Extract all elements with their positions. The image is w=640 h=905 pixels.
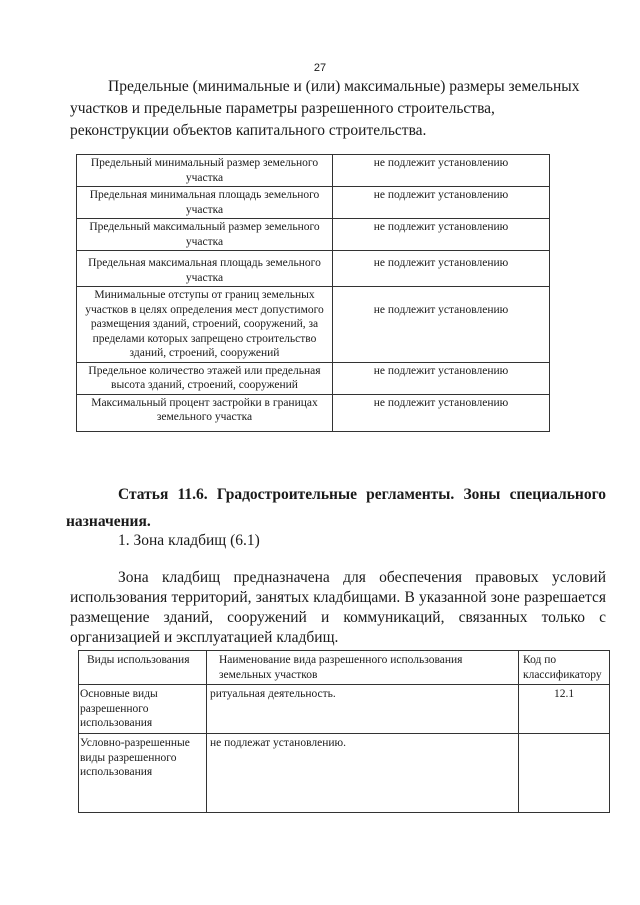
param-name: Предельный максимальный размер земельного участка xyxy=(77,219,333,251)
param-value: не подлежит установлению xyxy=(333,219,550,251)
table-row xyxy=(77,362,550,394)
zone-description: Зона кладбищ предназначена для обеспечения правовых условий использования территорий, занятых кладбищами. В указанной зоне разрешается размещение зданий, сооружений и коммуникаций, связанных только с организацией и эксплуатацией кладбищ. xyxy=(70,569,606,646)
table-row xyxy=(77,155,550,187)
column-header: Наименование вида разрешенного использования земельных участков xyxy=(207,651,519,685)
column-header: Виды использования xyxy=(79,651,207,685)
table-header-row xyxy=(79,651,610,685)
table-row xyxy=(79,685,610,734)
article-heading: Статья 11.6. Градостроительные регламенты. Зоны специального назначения. xyxy=(66,486,606,530)
param-name: Минимальные отступы от границ земельных участков в целях определения мест допустимого размещения зданий, строений, сооружений, за пределами которых запрещено строительство зданий, строений, сооружений xyxy=(77,287,333,363)
param-value: не подлежит установлению xyxy=(333,362,550,394)
column-header: Код по классификатору xyxy=(519,651,610,685)
use-name: ритуальная деятельность. xyxy=(207,685,519,734)
param-name: Предельная минимальная площадь земельного участка xyxy=(77,187,333,219)
param-name: Максимальный процент застройки в границах земельного участка xyxy=(77,394,333,431)
param-value: не подлежит установлению xyxy=(333,394,550,431)
page-number: 27 xyxy=(313,62,327,74)
table-row xyxy=(79,734,610,813)
zone-title: 1. Зона кладбищ (6.1) xyxy=(118,532,260,549)
use-code xyxy=(519,734,610,813)
param-value: не подлежит установлению xyxy=(333,251,550,287)
param-name: Предельный минимальный размер земельного участка xyxy=(77,155,333,187)
uses-table xyxy=(78,650,610,813)
table-row xyxy=(77,287,550,363)
param-value: не подлежит установлению xyxy=(333,155,550,187)
table-row xyxy=(77,394,550,431)
intro-paragraph: Предельные (минимальные и (или) максимальные) размеры земельных участков и предельные параметры разрешенного строительства, реконструкции объектов капитального строительства. xyxy=(70,78,580,139)
table-row xyxy=(77,219,550,251)
use-kind: Условно-разрешенные виды разрешенного использования xyxy=(79,734,207,813)
use-name: не подлежат установлению. xyxy=(207,734,519,813)
table-row xyxy=(77,187,550,219)
use-code: 12.1 xyxy=(519,685,610,734)
param-name: Предельная максимальная площадь земельного участка xyxy=(77,251,333,287)
param-value: не подлежит установлению xyxy=(333,287,550,363)
use-kind: Основные виды разрешенного использования xyxy=(79,685,207,734)
param-name: Предельное количество этажей или предельная высота зданий, строений, сооружений xyxy=(77,362,333,394)
table-row xyxy=(77,251,550,287)
parameters-table xyxy=(76,154,550,432)
param-value: не подлежит установлению xyxy=(333,187,550,219)
